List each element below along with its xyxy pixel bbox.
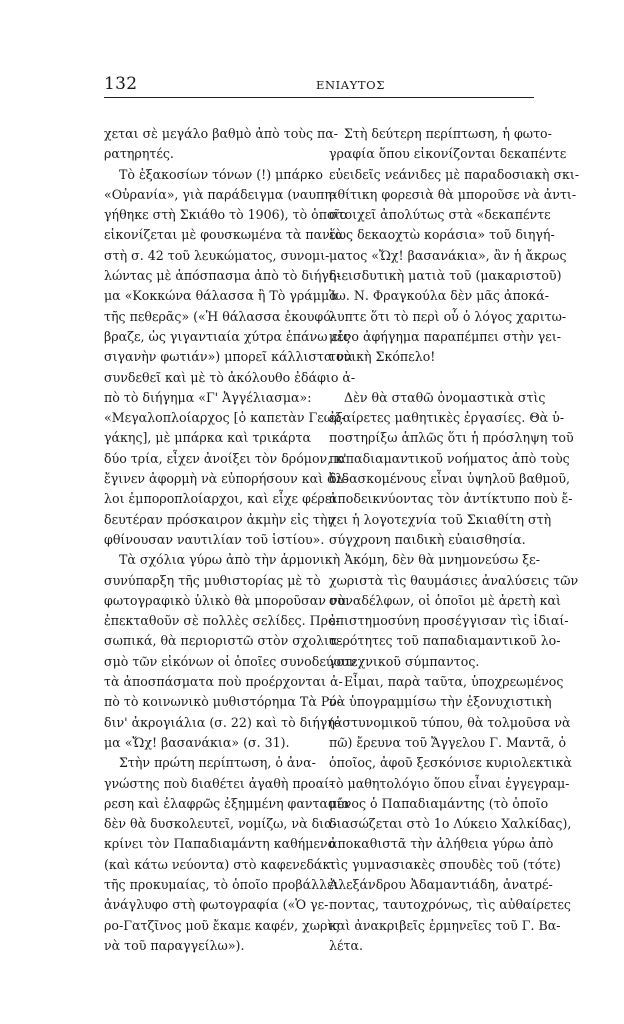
text-line: παπαδιαμαντικοῦ νοήματος ἀπὸ τοὺς [329,450,570,466]
text-line: διασώζεται στὸ 1ο Λύκειο Χαλκίδας), [329,816,572,832]
text-line: συνδεθεῖ καὶ μὲ τὸ ἀκόλουθο ἐδάφιο ἀ- [104,369,356,385]
text-line: σωπικά, θὰ περιοριστῶ στὸν σχολια- [104,633,342,649]
text-line: ἀποκαθιστᾶ τὴν ἀλήθεια γύρω ἀπὸ [329,836,554,852]
text-line: Στὴ δεύτερη περίπτωση, ἡ φωτο- [344,126,552,141]
text-line: μένος ὁ Παπαδιαμάντης (τὸ ὁποῖο [329,795,549,811]
text-line: τῆς προκυμαίας, τὸ ὁποῖο προβάλλει [104,876,339,892]
text-line: εὐειδεῖς νεάνιδες μὲ παραδοσιακὴ σκι- [329,166,580,182]
text-line: μα «Ὤχ! βασανάκια» (σ. 31). [104,734,290,750]
text-line: τῆς πεθερᾶς» («Ἡ θάλασσα ἐκουφό- [104,308,336,324]
text-line: (καὶ κάτω νεύοντα) στὸ καφενεδάκι [104,856,336,872]
paragraph-gap [329,368,534,388]
text-line: χει ἡ λογοτεχνία τοῦ Σκιαθίτη στὴ [329,511,552,527]
text-line: ποντας, ταυτοχρόνως, τὶς αὐθαίρετες [329,897,571,913]
text-line: τὰ ἀποσπάσματα ποὺ προέρχονται ἀ- [104,674,343,690]
text-line: σιγανὴν φωτιάν») μπορεῖ κάλλιστα νὰ [104,349,353,365]
text-line: γνώστης ποὺ διαθέτει ἀγαθὴ προαί- [104,775,334,791]
text-line: Ἀκόμη, δὲν θὰ μνημονεύσω ξε- [344,552,540,568]
text-line: αθίτικη φορεσιὰ θὰ μποροῦσε νὰ ἀντι- [329,186,577,202]
header-rule [104,97,534,98]
text-line: λυπτε ὅτι τὸ περὶ οὗ ὁ λόγος χαριτω- [329,308,567,324]
text-line: καὶ ἀνακριβεῖς ἑρμηνεῖες τοῦ Γ. Βα- [329,917,561,933]
text-line: φωτογραφικὸ ὑλικὸ θὰ μποροῦσαν νὰ [104,592,347,608]
text-line: χωριστὰ τὶς θαυμάσιες ἀναλύσεις τῶν [329,572,579,588]
text-line: διεισδυτικὴ ματιὰ τοῦ (μακαριστοῦ) [329,268,562,284]
text-line: συνύπαρξη τῆς μυθιστορίας μὲ τὸ [104,572,321,588]
text-line: πὸ τὸ κοινωνικὸ μυθιστόρημα Τὰ Ρό- [104,694,342,710]
text-line: λοι ἐμποροπλοίαρχοι, καὶ εἶχε φέρει [104,491,337,507]
text-line: χεται σὲ μεγάλο βαθμὸ ἀπὸ τοὺς πα- [104,126,339,141]
text-line: ποστηρίξω ἁπλῶς ὅτι ἡ πρόσληψη τοῦ [329,430,574,446]
text-line: συναδέλφων, οἱ ὁποῖοι μὲ ἀρετὴ καὶ [329,592,561,608]
text-line: ἐπεκταθοῦν σὲ πολλὲς σελίδες. Προ- [104,613,340,629]
text-line: πῶ) ἔρευνα τοῦ Ἄγγελου Γ. Μαντᾶ, ὁ [329,734,567,750]
text-line: Ἰω. Ν. Φραγκούλα δὲν μᾶς ἀποκά- [329,288,549,304]
text-line: βραζε, ὡς γιγαντιαία χύτρα ἐπάνω εἰς [104,328,351,344]
text-line: εἰκονίζεται μὲ φουσκωμένα τὰ πανιὰ [104,227,344,243]
text-line: ματος «Ὤχ! βασανάκια», ἂν ἡ ἄκρως [329,247,567,263]
text-line: ρατηρητές. [104,146,174,162]
text-line: δὲν θὰ δυσκολευτεῖ, νομίζω, νὰ δια- [104,816,337,832]
text-line: ἐπιστημοσύνη προσέγγισαν τὶς ἰδιαί- [329,613,569,629]
text-line: διδασκομένους εἶναι ὑψηλοῦ βαθμοῦ, [329,471,570,487]
text-line: ἐξαίρετες μαθητικὲς ἐργασίες. Θὰ ὑ- [329,410,565,426]
text-line: τονικὴ Σκόπελο! [329,349,436,365]
text-line: δύο τρία, εἶχεν ἀνοίξει τὸν δρόμον, κ' [104,450,347,466]
text-line: πὸ τὸ διήγημα «Γ' Ἀγγέλιασμα»: [104,389,312,405]
text-line: ρεση καὶ ἐλαφρῶς ἐξημμένη φαντασία [104,795,351,811]
page-number: 132 [104,74,138,94]
text-line: Τὰ σχόλια γύρω ἀπὸ τὴν ἁρμονικὴ [119,552,341,568]
text-line: (ἀστυνομικοῦ τύπου, θὰ τολμοῦσα νὰ [329,714,571,730]
text-line: στοιχεῖ ἀπολύτως στὰ «δεκαπέντε [329,207,551,223]
text-line: δευτέραν πρόσκαιρον ἀκμὴν εἰς τὴν [104,511,336,527]
text-line: ἀποδεικνύοντας τὸν ἀντίκτυπο ποὺ ἔ- [329,491,573,507]
text-line: φθίνουσαν ναυτιλίαν τοῦ ἱστίου». [104,531,325,547]
running-head: ΕΝΙΑΥΤΟΣ [316,78,385,92]
text-line: Τὸ ἑξακοσίων τόνων (!) μπάρκο [119,166,323,182]
text-line: ἔγινεν ἀφορμὴ νὰ εὐπορήσουν καὶ ἄλ- [104,471,348,487]
text-line: μα «Κοκκώνα θάλασσα ἢ Τὸ γράμμα [104,288,338,304]
text-line: νὰ ὑπογραμμίσω τὴν ἐξονυχιστικὴ [329,694,552,710]
text-line: γοτεχνικοῦ σύμπαντος. [329,653,480,669]
text-line: ρο-Γατζῖνος μοῦ ἔκαμε καφέν, χωρὶς [104,917,340,933]
text-line: ὁποῖος, ἀφοῦ ξεσκόνισε κυριολεκτικὰ [329,755,572,771]
text-line: γραφία ὅπου εἰκονίζονται δεκαπέντε [329,146,567,162]
text-line: γάκης], μὲ μπάρκα καὶ τρικάρτα [104,430,311,446]
text-line: σμὸ τῶν εἰκόνων οἱ ὁποῖες συνοδεύουν [104,653,357,669]
text-line: Ἀλεξάνδρου Ἀδαμαντιάδη, ἀνατρέ- [329,876,553,892]
text-line: Στὴν πρώτη περίπτωση, ὁ ἀνα- [119,755,316,771]
text-line: τὸ μαθητολόγιο ὅπου εἶναι ἐγγεγραμ- [329,775,570,791]
text-line: λώντας μὲ ἀπόσπασμα ἀπὸ τὸ διήγη- [104,268,341,284]
text-line: τὶς γυμνασιακὲς σπουδὲς τοῦ (τότε) [329,856,561,872]
text-line: γήθηκε στὴ Σκιάθο τὸ 1906), τὸ ὁποῖο [104,207,348,223]
text-line: τερότητες τοῦ παπαδιαμαντικοῦ λο- [329,633,561,649]
text-line: μένο ἀφήγημα παραπέμπει στὴν γει- [329,328,562,344]
right-column [329,124,580,956]
text-line: Εἶμαι, παρὰ ταῦτα, ὑποχρεωμένος [344,674,564,690]
text-line: Δὲν θὰ σταθῶ ὀνομαστικὰ στὶς [344,389,546,405]
text-line: «Οὐρανία», γιὰ παράδειγμα (ναυπη- [104,186,337,202]
text-line: λέτα. [329,937,363,953]
text-line: ἕως δεκαοχτὼ κοράσια» τοῦ διηγή- [329,227,555,243]
text-line: «Μεγαλοπλοίαρχος [ὁ καπετὰν Γεωρ- [104,410,346,426]
text-line: σύγχρονη παιδικὴ εὐαισθησία. [329,531,526,547]
text-line: ἀνάγλυφο στὴ φωτογραφία («Ὁ γε- [104,897,329,913]
text-line: νὰ τοῦ παραγγείλω»). [104,937,245,953]
text-line: κρίνει τὸν Παπαδιαμάντη καθήμενο [104,836,336,852]
text-line: διν' ἀκρογιάλια (σ. 22) καὶ τὸ διήγη- [104,714,340,730]
text-line: στὴ σ. 42 τοῦ λευκώματος, συνομι- [104,247,330,263]
